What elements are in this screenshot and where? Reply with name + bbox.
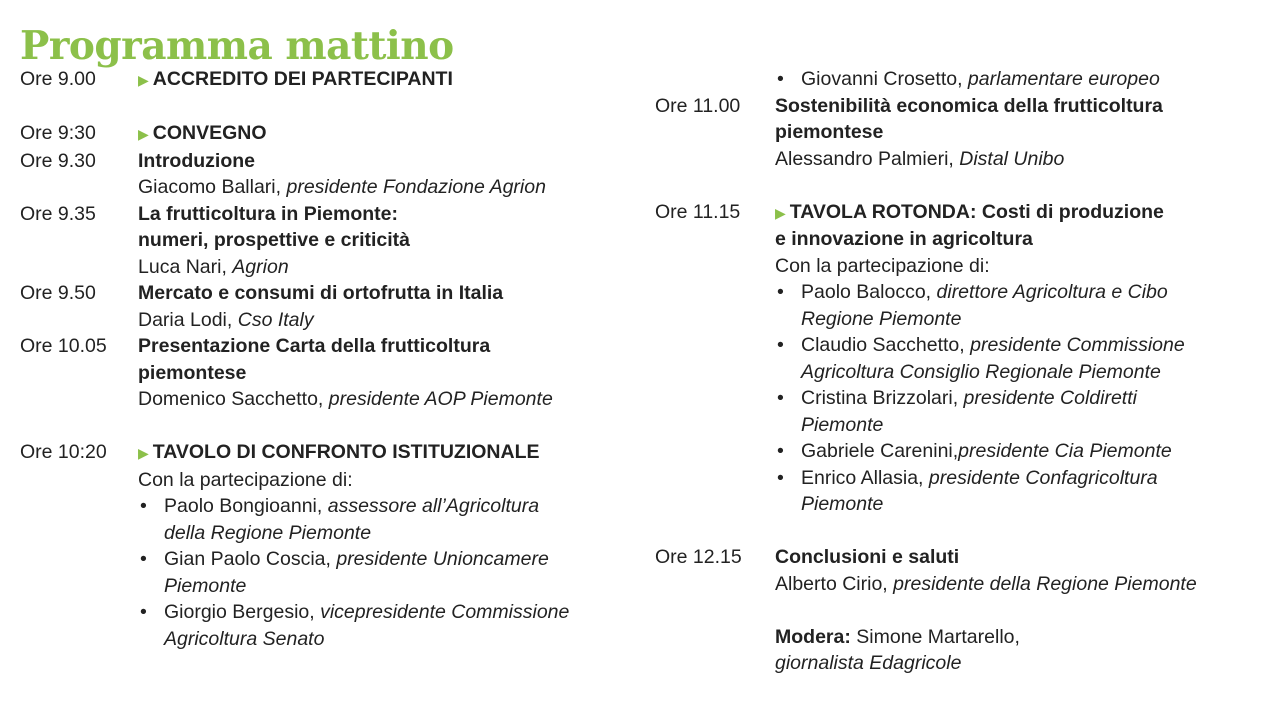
participant-role: vicepresidente Commissione [320, 601, 570, 623]
speaker-role: presidente Fondazione Agrion [286, 176, 546, 198]
agenda-item-sostenibilita [655, 93, 1270, 173]
speaker-name: Alessandro Palmieri, [775, 147, 954, 170]
session-title: ACCREDITO DEI PARTECIPANTI [152, 68, 453, 90]
speaker-role: Cso Italy [237, 308, 314, 331]
talk-title-cont: piemontese [775, 121, 884, 143]
time-label: Ore 9:30 [20, 122, 96, 144]
participant-role-cont: Regione Piemonte [801, 307, 962, 330]
agenda-item-frutticoltura [20, 201, 640, 281]
page-title: Programma mattino [20, 23, 454, 69]
participant-role: presidente Cia Piemonte [958, 440, 1172, 462]
triangle-icon: ▶ [138, 445, 149, 461]
agenda-item-introduzione [20, 148, 640, 201]
time-label: Ore 9.35 [20, 202, 96, 225]
talk-title: Conclusioni e saluti [775, 546, 960, 568]
speaker-name: Daria Lodi, [138, 308, 233, 331]
participant-item [138, 546, 640, 599]
time-label: Ore 9.50 [20, 282, 96, 304]
participant-item [775, 385, 1270, 438]
participant-item [775, 438, 1270, 465]
moderator-block [655, 624, 1270, 677]
speaker-role: Distal Unibo [959, 147, 1065, 170]
talk-title: Sostenibilità economica della frutticoltura [775, 94, 1163, 117]
time-label: Ore 9.00 [20, 68, 96, 90]
triangle-icon: ▶ [138, 72, 149, 88]
participant-role-cont: Piemonte [164, 574, 247, 597]
participant-item [775, 332, 1270, 385]
triangle-icon: ▶ [138, 126, 149, 142]
session-title: TAVOLO DI CONFRONTO ISTITUZIONALE [152, 441, 540, 463]
participant-role: presidente Confagricoltura [928, 466, 1158, 489]
participant-role: presidente Commissione [970, 334, 1185, 356]
participant-name: Cristina Brizzolari, [801, 387, 959, 409]
participant-name: Gabriele Carenini, [801, 440, 959, 462]
participant-role: presidente Unioncamere [336, 548, 549, 570]
participant-item [775, 465, 1270, 518]
speaker-role: presidente AOP Piemonte [328, 388, 553, 410]
participant-item [775, 279, 1270, 332]
participant-list [775, 66, 1270, 93]
participants-intro: Con la partecipazione di: [138, 468, 353, 491]
participant-role-cont: Piemonte [801, 493, 884, 515]
participant-role-cont: Agricoltura Senato [164, 627, 325, 650]
session-title-cont: e innovazione in agricoltura [775, 228, 1033, 250]
moderator-name: Simone Martarello, [856, 625, 1020, 648]
agenda-item-tavolo [20, 439, 640, 652]
agenda-item-continued [655, 66, 1270, 93]
talk-title-cont: piemontese [138, 361, 247, 384]
session-title: TAVOLA ROTONDA: Costi di produzione [789, 200, 1164, 223]
participant-role: presidente Coldiretti [963, 387, 1137, 409]
participant-item [775, 66, 1270, 93]
talk-title: La frutticoltura in Piemonte: [138, 202, 399, 225]
participant-name: Gian Paolo Coscia, [164, 548, 331, 570]
agenda-item-convegno [20, 120, 640, 148]
time-label: Ore 11.00 [655, 94, 741, 117]
participant-item [138, 599, 640, 652]
participant-item [138, 493, 640, 546]
moderator-label: Modera: [775, 625, 851, 648]
participant-name: Enrico Allasia, [801, 466, 924, 489]
speaker-name: Domenico Sacchetto, [138, 388, 324, 410]
agenda-item-mercato [20, 280, 640, 333]
agenda-item-conclusioni [655, 544, 1270, 597]
participant-role-cont: Agricoltura Consiglio Regionale Piemonte [801, 360, 1161, 383]
talk-title: Introduzione [138, 149, 255, 172]
speaker-name: Giacomo Ballari, [138, 176, 282, 198]
time-label: Ore 10:20 [20, 441, 107, 463]
talk-title-cont: numeri, prospettive e criticità [138, 229, 411, 251]
participant-name: Giovanni Crosetto, [801, 68, 963, 90]
participant-role: direttore Agricoltura e Cibo [936, 281, 1168, 303]
speaker-name: Alberto Cirio, [775, 572, 888, 595]
time-label: Ore 11.15 [655, 200, 741, 223]
time-label: Ore 9.30 [20, 149, 96, 172]
participant-name: Claudio Sacchetto, [801, 334, 965, 356]
moderator-role: giornalista Edagricole [775, 652, 962, 674]
speaker-role: Agrion [232, 255, 289, 278]
speaker-name: Luca Nari, [138, 255, 227, 278]
participant-list [775, 279, 1270, 518]
participant-role: parlamentare europeo [967, 68, 1160, 90]
right-column [655, 66, 1270, 677]
agenda-item-tavola-rotonda [655, 199, 1270, 518]
participant-role: assessore all’Agricoltura [327, 495, 540, 517]
speaker-role: presidente della Regione Piemonte [893, 572, 1197, 595]
talk-title: Presentazione Carta della frutticoltura [138, 335, 491, 357]
participants-intro: Con la partecipazione di: [775, 254, 990, 277]
participant-list [138, 493, 640, 652]
left-column [20, 66, 640, 652]
participant-name: Paolo Bongioanni, [164, 495, 323, 517]
participant-name: Paolo Balocco, [801, 281, 932, 303]
participant-role-cont: della Regione Piemonte [164, 521, 372, 544]
talk-title: Mercato e consumi di ortofrutta in Italia [138, 282, 504, 304]
agenda-item-carta [20, 333, 640, 413]
participant-name: Giorgio Bergesio, [164, 601, 315, 623]
triangle-icon: ▶ [775, 204, 786, 221]
time-label: Ore 10.05 [20, 335, 107, 357]
time-label: Ore 12.15 [655, 546, 742, 568]
participant-role-cont: Piemonte [801, 413, 884, 436]
agenda-item-accredito [20, 66, 640, 94]
session-title: CONVEGNO [152, 122, 267, 144]
